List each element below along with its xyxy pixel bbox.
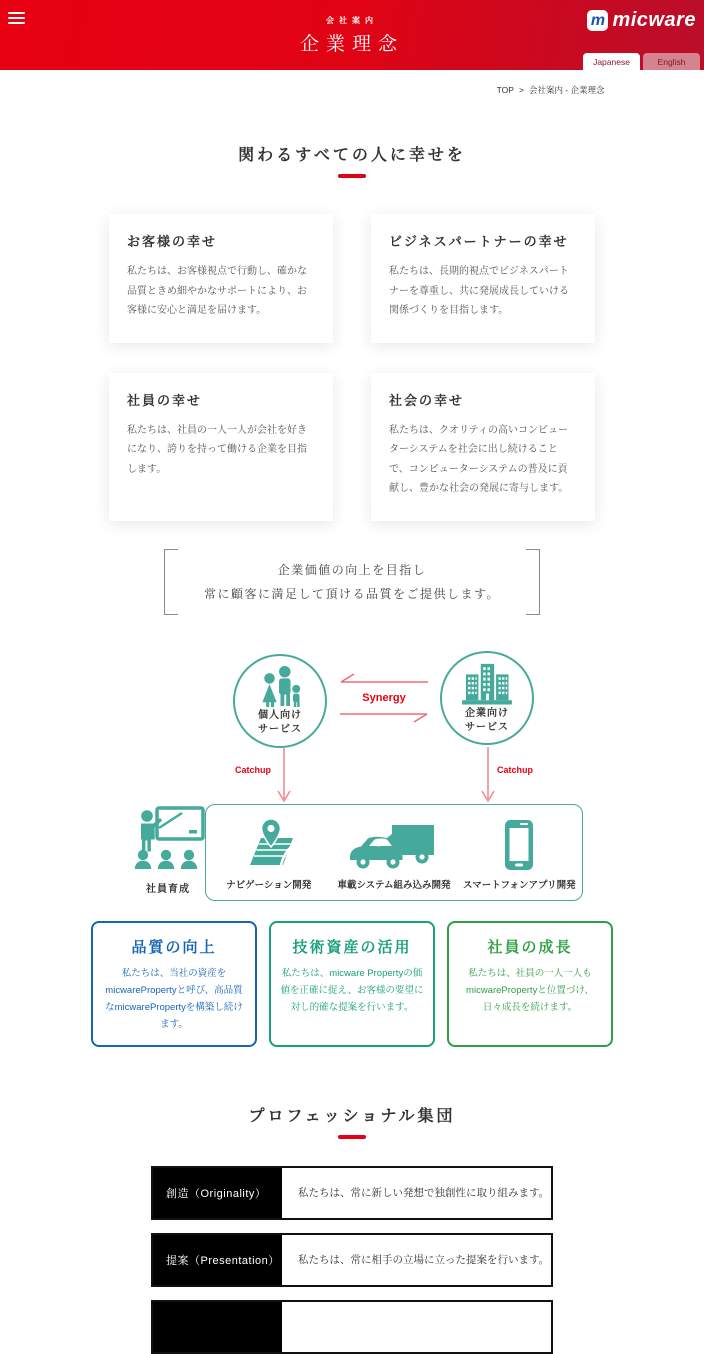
card-body: 私たちは、お客様視点で行動し、確かな品質ときめ細やかなサポートにより、お客様に安心と満足を届けます。 <box>127 266 307 316</box>
page-title: 企業理念 <box>299 34 404 55</box>
synergy-diagram <box>0 637 704 909</box>
logo-m-icon: m <box>587 10 608 31</box>
breadcrumb-current: 会社案内 - 企業理念 <box>528 85 605 95</box>
happiness-card-customer <box>109 214 333 343</box>
dev-label: 車載システム組み込み開発 <box>337 879 451 891</box>
breadcrumb-top-link[interactable]: TOP <box>496 85 514 95</box>
micware-logo[interactable] <box>587 9 696 32</box>
training-label: 社員育成 <box>146 883 190 895</box>
arrow-left-icon <box>336 671 432 685</box>
corporate-service-circle <box>440 651 534 745</box>
row-label: 提案（Presentation） <box>153 1235 282 1285</box>
happiness-card-partner <box>371 214 595 343</box>
synergy-arrows <box>336 671 432 725</box>
row-label <box>153 1302 282 1352</box>
car-truck-icon <box>348 821 440 871</box>
value-card-title: 品質の向上 <box>131 938 217 956</box>
mission-quote <box>164 549 540 615</box>
map-pin-icon <box>240 819 298 871</box>
value-card-title: 技術資産の活用 <box>292 938 412 956</box>
heading-underline <box>338 174 366 178</box>
development-box <box>205 804 583 901</box>
logo-text: micware <box>612 9 696 31</box>
value-card-body: 私たちは、micware Propertyの価値を正確に捉え、お客様の要望に対し的確な提案を行います。 <box>280 967 424 1013</box>
catchup-left-label: Catchup <box>235 764 271 775</box>
catchup-left-arrow-icon <box>276 747 292 805</box>
value-card-title: 社員の成長 <box>487 938 573 956</box>
row-body: 私たちは、常に相手の立場に立った提案を行います。 <box>298 1254 550 1267</box>
language-tabs <box>583 53 700 70</box>
value-cards <box>91 921 613 1047</box>
card-body: 私たちは、社員の一人一人が会社を好きになり、誇りを持って働ける企業を目指します。 <box>127 424 307 475</box>
personal-service-circle <box>233 654 327 748</box>
card-title: ビジネスパートナーの幸せ <box>389 234 569 249</box>
happiness-card-employee <box>109 373 333 521</box>
happiness-heading: 関わるすべての人に幸せを <box>238 147 466 164</box>
page-header <box>0 0 704 70</box>
header-category: 会社案内 <box>326 16 378 25</box>
value-card-growth <box>447 921 613 1047</box>
smartphone-icon <box>504 819 534 871</box>
heading-underline <box>338 1135 366 1139</box>
catchup-right-label: Catchup <box>497 764 533 775</box>
row-body <box>282 1302 551 1352</box>
teacher-blackboard-icon <box>130 805 206 871</box>
dev-label: スマートフォンアプリ開発 <box>462 879 576 891</box>
dev-item-navigation <box>206 805 331 900</box>
personal-service-label: 個人向け サービス <box>258 710 302 735</box>
family-icon <box>257 665 303 707</box>
buildings-icon <box>462 661 512 705</box>
catchup-right-arrow-icon <box>480 747 496 805</box>
card-body: 私たちは、クオリティの高いコンピューターシステムを社会に出し続けることで、コンピューターシステムの普及に貢献し、豊かな社会の発展に寄与します。 <box>389 424 569 494</box>
value-card-technology <box>269 921 435 1047</box>
quote-line-2: 常に顧客に満足して頂ける品質をご提供します。 <box>203 586 501 601</box>
card-title: 社員の幸せ <box>127 392 203 408</box>
card-body: 私たちは、長期的視点でビジネスパートナーを尊重し、共に発展成長していける関係づくりを目指します。 <box>389 266 569 316</box>
value-card-body: 私たちは、当社の資産をmicwarePropertyと呼び、高品質なmicwarePropertyを構築し続けます。 <box>105 967 243 1030</box>
professional-rows <box>151 1166 553 1354</box>
professional-row-presentation <box>151 1233 553 1287</box>
card-title: お客様の幸せ <box>127 234 218 249</box>
value-card-body: 私たちは、社員の一人一人もmicwarePropertyと位置づけ、日々成長を続けます。 <box>466 967 594 1013</box>
breadcrumb <box>100 84 605 96</box>
row-label: 創造（Originality） <box>153 1168 282 1218</box>
breadcrumb-separator: > <box>518 85 524 95</box>
tab-english[interactable]: English <box>643 53 700 70</box>
card-title: 社会の幸せ <box>389 392 465 408</box>
happiness-cards <box>109 214 595 521</box>
corporate-service-label: 企業向け サービス <box>465 708 509 733</box>
value-card-quality <box>91 921 257 1047</box>
happiness-card-society <box>371 373 595 521</box>
professional-row-partial <box>151 1300 553 1354</box>
dev-item-automotive <box>331 805 456 900</box>
tab-japanese[interactable]: Japanese <box>583 53 640 70</box>
quote-line-1: 企業価値の向上を目指し <box>277 562 427 577</box>
dev-item-smartphone <box>457 805 582 900</box>
dev-label: ナビゲーション開発 <box>226 879 312 891</box>
arrow-right-icon <box>336 711 432 725</box>
professional-heading: プロフェッショナル集団 <box>248 1107 456 1125</box>
row-body: 私たちは、常に新しい発想で独創性に取り組みます。 <box>298 1187 550 1200</box>
employee-training <box>126 805 210 895</box>
professional-row-originality <box>151 1166 553 1220</box>
synergy-label: Synergy <box>362 691 406 704</box>
